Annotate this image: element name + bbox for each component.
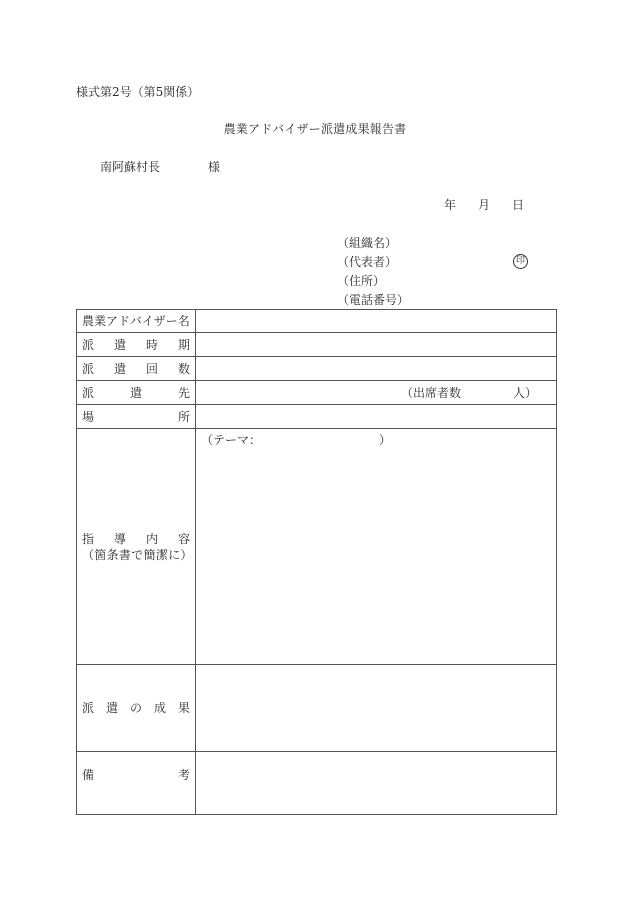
label-char: 果: [177, 701, 190, 715]
phone-label[interactable]: （電話番号）: [337, 293, 410, 307]
form-number: 様式第2号（第5関係）: [76, 85, 200, 99]
label-char: 派: [82, 337, 95, 352]
label-char: 遣: [113, 337, 126, 352]
theme-close: ）: [379, 433, 392, 447]
dispatch-result-field[interactable]: [196, 665, 557, 752]
theme-field[interactable]: [201, 433, 551, 447]
addressee-name: 南阿蘇村長: [100, 160, 161, 174]
organization-label[interactable]: （組織名）: [337, 236, 398, 250]
label-dispatch-count: [77, 357, 196, 381]
addressee-honorific: 様: [208, 160, 221, 174]
label-char: 場: [82, 409, 95, 424]
label-text: 農業アドバイザー名: [82, 314, 190, 328]
label-char: 成: [153, 701, 166, 715]
table-row-location: [77, 405, 557, 429]
representative-label[interactable]: （代表者）: [337, 255, 398, 269]
label-char: 内: [145, 531, 158, 546]
attendance-unit: 人）: [512, 385, 537, 400]
advisor-name-field[interactable]: [196, 310, 557, 333]
date-field[interactable]: [444, 198, 524, 212]
label-dispatch-destination: [77, 381, 196, 405]
label-char: 考: [177, 768, 190, 782]
report-table: [76, 309, 557, 815]
dispatch-period-field[interactable]: [196, 333, 557, 357]
theme-label: （テーマ：: [201, 433, 262, 447]
dispatch-count-field[interactable]: [196, 357, 557, 381]
table-row-advisor-name: [77, 310, 557, 333]
label-char: 所: [177, 409, 190, 424]
label-char: 派: [82, 701, 95, 715]
label-char: 容: [177, 531, 190, 546]
label-location: [77, 405, 196, 429]
label-char: 回: [145, 361, 158, 376]
guidance-content-field[interactable]: [196, 429, 557, 665]
table-row-dispatch-count: [77, 357, 557, 381]
label-dispatch-period: [77, 333, 196, 357]
label-char: 派: [82, 361, 95, 376]
location-field[interactable]: [196, 405, 557, 429]
label-advisor-name: [77, 310, 196, 333]
label-char: 導: [113, 531, 126, 546]
attendance-label: （出席者数: [400, 385, 461, 400]
label-char: 時: [145, 337, 158, 352]
table-row-dispatch-destination: [77, 381, 557, 405]
label-char: 期: [177, 337, 190, 352]
document-title: 農業アドバイザー派遣成果報告書: [223, 122, 407, 136]
address-label[interactable]: （住所）: [337, 274, 386, 288]
attendance-count: [201, 386, 551, 400]
label-char: 指: [82, 531, 95, 546]
table-row-dispatch-result: [77, 665, 557, 752]
label-char: 遣: [113, 361, 126, 376]
notes-field[interactable]: [196, 752, 557, 815]
label-guidance-content: [77, 429, 196, 665]
label-char: 派: [82, 385, 95, 400]
table-row-guidance-content: [77, 429, 557, 665]
year-label: 年: [444, 198, 457, 212]
label-char: 数: [177, 361, 190, 376]
label-char: 遣: [129, 385, 142, 400]
applicant-block: [337, 236, 409, 312]
addressee: [100, 160, 220, 174]
label-notes: [77, 752, 196, 815]
label-char: 備: [82, 768, 95, 782]
day-label: 日: [512, 198, 525, 212]
table-row-dispatch-period: [77, 333, 557, 357]
table-row-notes: [77, 752, 557, 815]
label-char: 遣: [105, 701, 118, 715]
label-char: の: [129, 701, 142, 715]
seal-icon: 印: [513, 254, 528, 269]
label-dispatch-result: [77, 665, 196, 752]
label-char: 先: [177, 385, 190, 400]
month-label: 月: [478, 198, 491, 212]
label-guidance-note: （箇条書で簡潔に）: [82, 547, 193, 562]
dispatch-destination-field[interactable]: [196, 381, 557, 405]
